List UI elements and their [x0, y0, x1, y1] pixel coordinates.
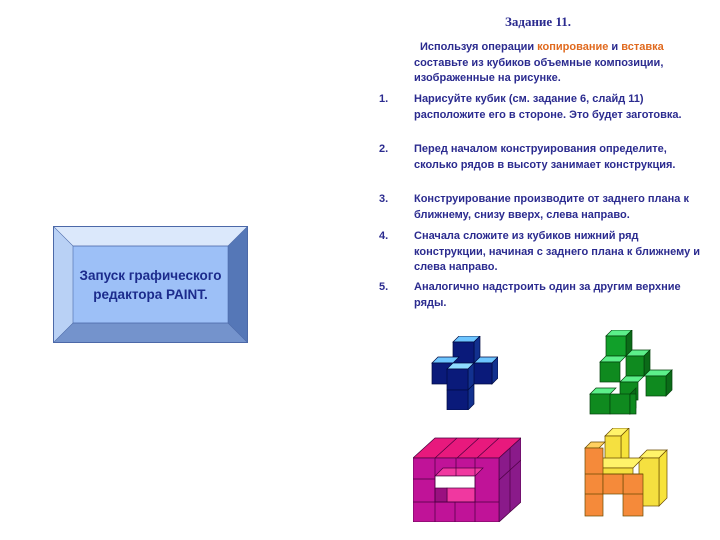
paste-operation: вставка [621, 41, 664, 53]
yellow-orange-chair-figure [583, 428, 669, 518]
task-title: Задание 11. [505, 14, 571, 29]
blue-cross-figure [428, 336, 498, 410]
magenta-frame-figure [413, 436, 521, 522]
launch-paint-label: Запуск графического редактора PAINT. [79, 267, 222, 302]
task-intro: Используя операции копирование и вставка составьте из кубиков объемные композиции, изображенные на рисунке. [414, 41, 664, 84]
copy-operation: копирование [537, 41, 609, 53]
green-pyramid-figure [588, 330, 674, 416]
launch-paint-button[interactable] [53, 226, 248, 343]
